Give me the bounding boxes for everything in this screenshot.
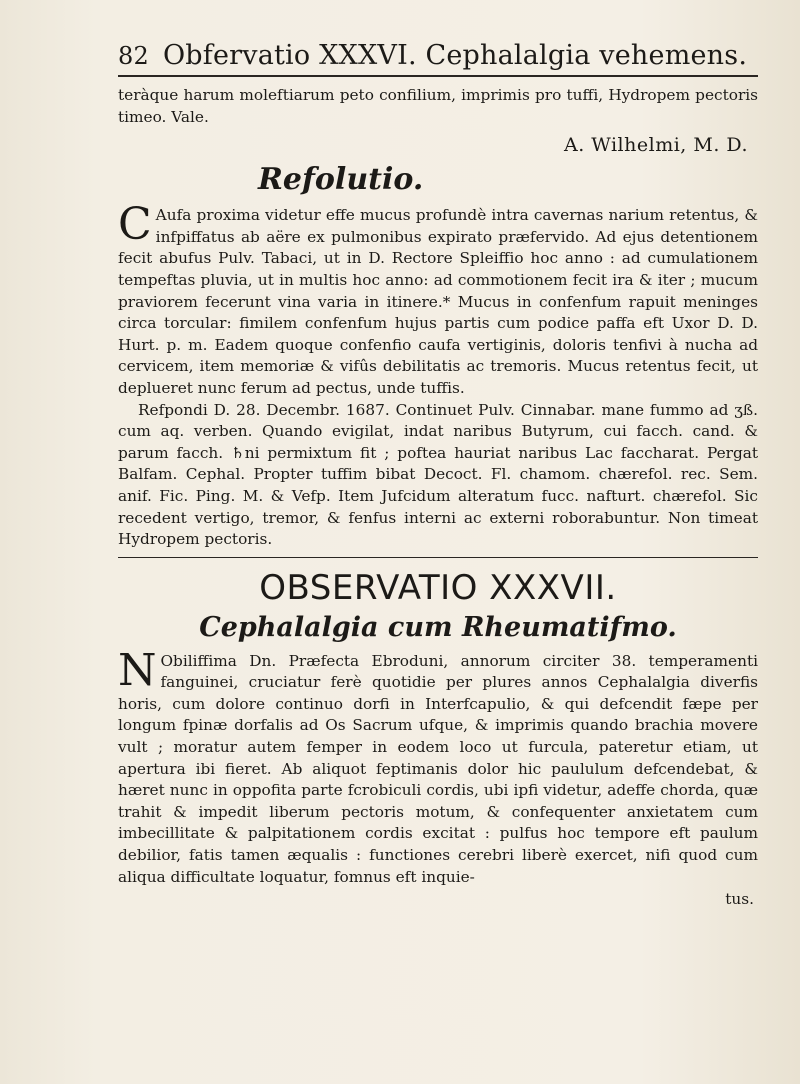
section-divider [118, 557, 758, 558]
dropcap-c: C [118, 199, 152, 251]
observation-subtitle: Cephalalgia cum Rheumatifmo. [199, 611, 677, 643]
resolutio-paragraph-1-text: Aufa proxima videtur effe mucus profundè intra cavernas narium retentus, & infpiffatus ab aëre ex pulmonibus expirato præfervido. Ad ejus detentionem fecit abufus Pulv. Tabaci, ut in D. Rectore Spleiffio hoc anno : ad cumulationem tempeftas pluvia, ut in multis hoc anno: ad commotionem fecit ira & iter ; mucum praviorem fecerunt vina varia in itinere.* Mucus in confenfum rapuit meninges circa torcular: fimilem confenfum hujus partis cum podice paffa eft Uxor D. D. Hurt. p. m. Eadem quoque confenfio caufa vertiginis, doloris tenfivi à nucha ad cervicem, item memoriæ & vifûs debilitatis ac tremoris. Mucus retentus fecit, ut deplueret nunc ferum ad pectus, unde tuffis. [118, 206, 758, 397]
running-header [118, 40, 758, 77]
resolutio-paragraph-1 [118, 199, 758, 399]
running-title: Obfervatio XXXVI. Cephalalgia vehemens. [162, 40, 748, 71]
resolutio-paragraph-2: Refpondi D. 28. Decembr. 1687. Continuet Pulv. Cinnabar. mane fummo ad ʒß. cum aq. verben. Quando evigilat, indat naribus Butyrum, cui facch. cand. & parum facch. ♄ni permixtum fit ; poftea hauriat naribus Lac faccharat. Pergat Balfam. Cephal. Propter tuffim bibat Decoct. Fl. chamom. chærefol. rec. Sem. anif. Fic. Ping. M. & Vefp. Item Jufcidum alteratum fucc. nafturt. chærefol. Sic recedent vertigo, tremor, & fenfus interni ac externi roborabuntur. Non timeat Hydropem pectoris. [118, 400, 758, 549]
page-number: 82 [118, 42, 149, 70]
letter-signature: A. Wilhelmi, M. D. [563, 134, 748, 157]
dropcap-n: N [118, 644, 157, 696]
observation-paragraph-text: Obiliffima Dn. Præfecta Ebroduni, annorum circiter 38. temperamenti fanguinei, cruciatur ferè quotidie per plures annos Cephalalgia diverfis horis, cum dolore continuo dorfi in Interfcapulio, & qui defcendit fæpe per longum fpinæ dorfalis ad Os Sacrum ufque, & imprimis quando brachia movere vult ; moratur autem femper in eodem loco ut furcula, pateretur etiam, ut apertura ibi fieret. Ab aliquot feptimanis dolor hic paululum defcendebat, & hæret nunc in oppofita parte fcrobiculi cordis, ubi ipfi videtur, adeffe chorda, quæ trahit & impedit liberum pectoris motum, & confequenter anxietatem cum imbecillitate & palpitationem cordis excitat : pulfus hoc tempore eft paulum debilior, fatis tamen æqualis : functiones cerebri liberè exercet, nifi quod cum aliqua difficultate loquatur, fomnus eft inquie- [118, 651, 758, 886]
observation-paragraph [118, 644, 758, 889]
resolutio-heading: Refolutio. [258, 162, 424, 198]
letter-closing-paragraph: teràque harum moleftiarum peto confilium, imprimis pro tuffi, Hydropem pectoris timeo. Vale. [118, 86, 758, 126]
observation-title: OBSERVATIO XXXVII. [259, 567, 617, 608]
catchword: tus. [725, 890, 754, 909]
